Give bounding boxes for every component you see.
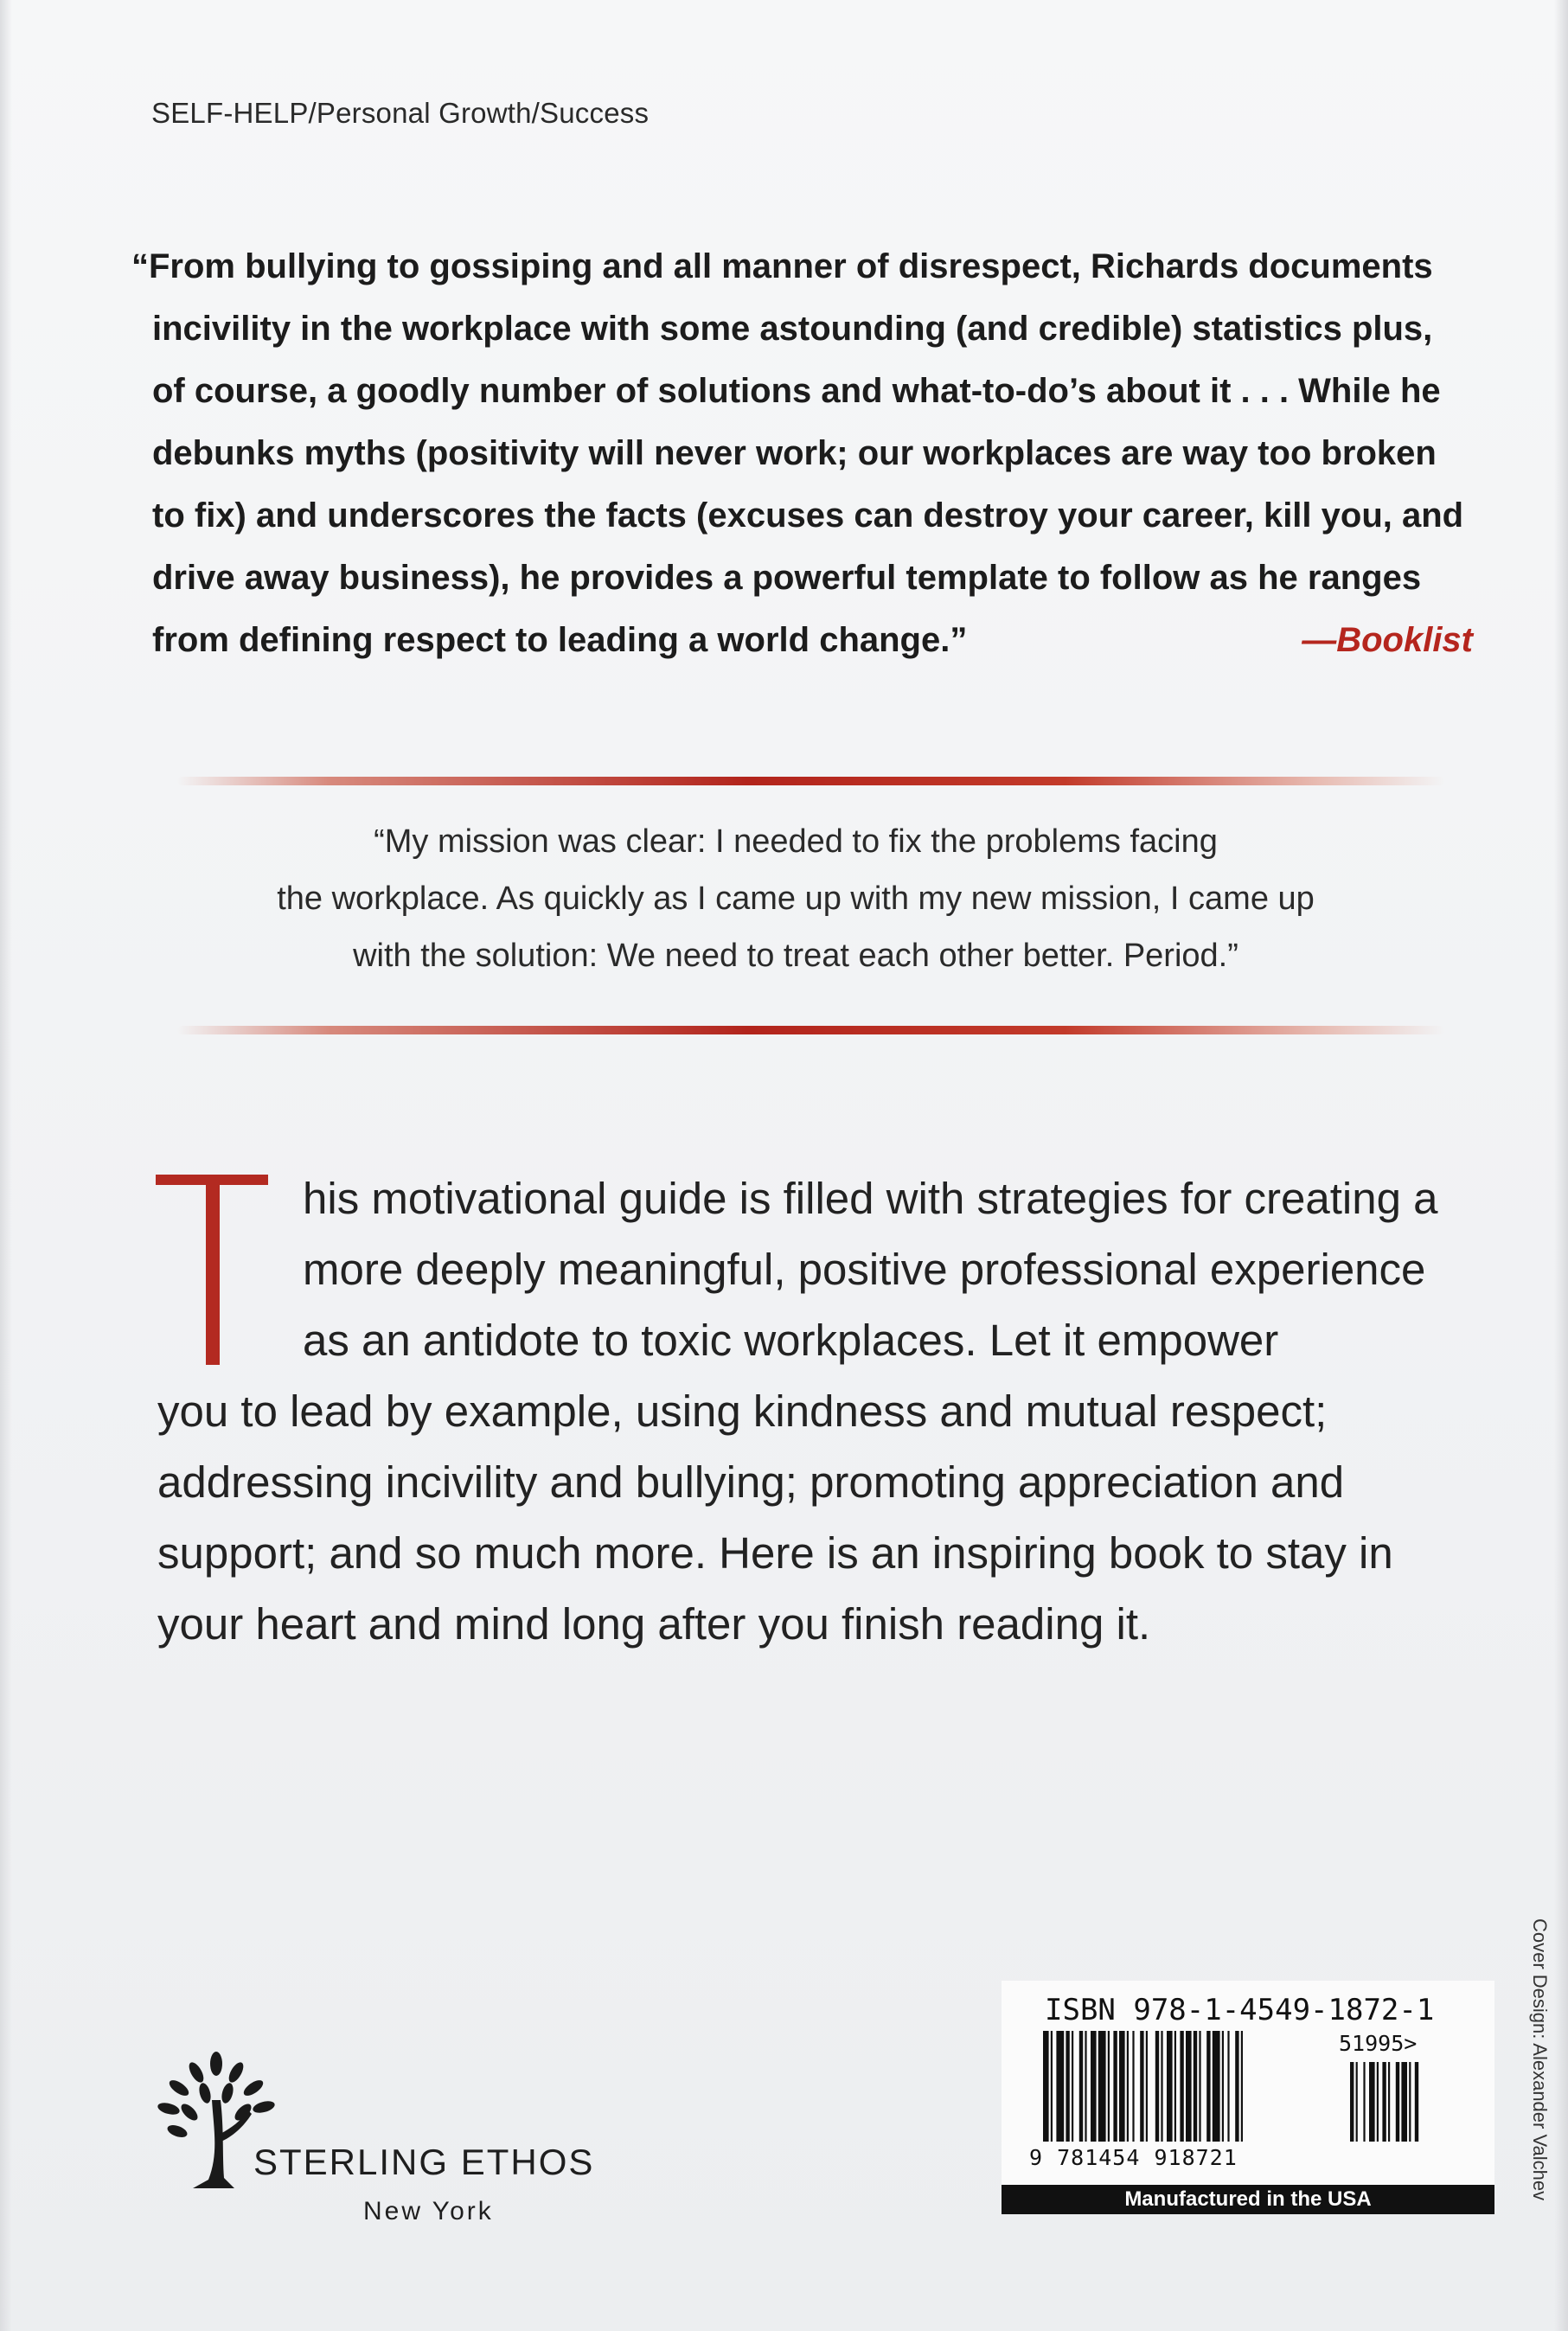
review-source: —Booklist: [1302, 621, 1473, 659]
book-description: [157, 1163, 1481, 1660]
review-line: of course, a goodly number of solutions and what-to-do’s about it . . . While he: [152, 372, 1441, 410]
manufactured-label: Manufactured in the USA: [1002, 2185, 1494, 2214]
description-line: his motivational guide is filled with strategies for creating a: [303, 1174, 1438, 1223]
ean-digits: 9 781454 918721: [1029, 2145, 1238, 2170]
cover-design-credit: Cover Design: Alexander Valchev: [1529, 1918, 1551, 2201]
review-line: drive away business), he provides a powerful template to follow as he ranges: [152, 559, 1422, 597]
description-line: more deeply meaningful, positive professional experience: [303, 1245, 1426, 1294]
price-code: 51995>: [1339, 2031, 1418, 2056]
isbn-barcode-block: [1002, 1981, 1494, 2214]
description-line: your heart and mind long after you finish reading it.: [157, 1599, 1151, 1649]
review-line: incivility in the workplace with some astounding (and credible) statistics plus,: [152, 310, 1433, 348]
review-line: “From bullying to gossiping and all manner of disrespect, Richards documents: [131, 247, 1433, 285]
publisher-city: New York: [363, 2197, 494, 2225]
booklist-review: [131, 235, 1481, 671]
review-line: [131, 609, 1481, 671]
description-line: as an antidote to toxic workplaces. Let it empower: [303, 1316, 1279, 1365]
category-label: SELF-HELP/Personal Growth/Success: [151, 97, 650, 129]
author-pull-quote: [164, 813, 1427, 984]
review-line: debunks myths (positivity will never work; our workplaces are way too broken: [152, 434, 1437, 472]
publisher-name: STERLING ETHOS: [253, 2142, 595, 2182]
description-line: support; and so much more. Here is an inspiring book to stay in: [157, 1528, 1393, 1578]
cover-right-edge: [1554, 0, 1568, 2331]
quote-line: with the solution: We need to treat each other better. Period.”: [353, 938, 1238, 974]
red-divider-top: [177, 777, 1444, 785]
isbn-number: ISBN 978-1-4549-1872-1: [1045, 1993, 1435, 2027]
red-divider-bottom: [177, 1026, 1444, 1034]
quote-line: “My mission was clear: I needed to fix the problems facing: [374, 823, 1218, 860]
quote-line: the workplace. As quickly as I came up with my new mission, I came up: [277, 881, 1315, 917]
publisher-logo: [151, 2050, 636, 2225]
description-line: addressing incivility and bullying; promoting appreciation and: [157, 1457, 1345, 1507]
review-line: to fix) and underscores the facts (excuses can destroy your career, kill you, and: [152, 496, 1464, 535]
review-last-text: from defining respect to leading a world change.”: [152, 621, 968, 659]
cover-left-edge: [0, 0, 12, 2331]
description-line: you to lead by example, using kindness and mutual respect;: [157, 1386, 1328, 1436]
